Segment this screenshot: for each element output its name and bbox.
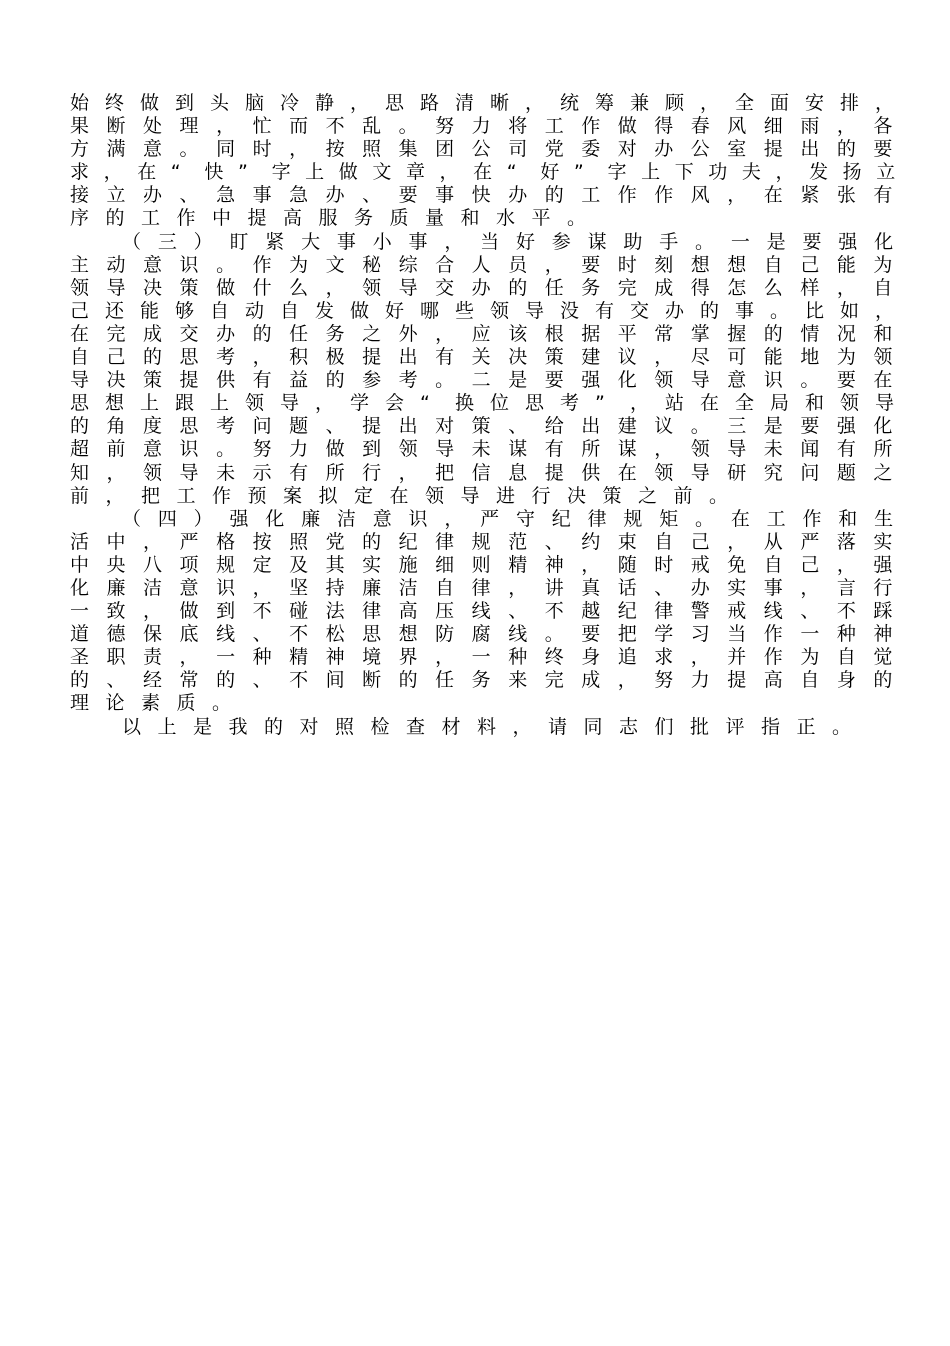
text-line: 活 中 ， 严 格 按 照 党 的 纪 律 规 范 、 约 束 自 己 ， 从 严 落 实 bbox=[70, 530, 893, 553]
text-line: 己 还 能 够 自 动 自 发 做 好 哪 些 领 导 没 有 交 办 的 事 。 比 如 ， bbox=[70, 299, 895, 322]
text-line: 道 德 保 底 线 、 不 松 思 想 防 腐 线 。 要 把 学 习 当 作 一 种 神 bbox=[70, 623, 893, 646]
text-line: 果 断 处 理 ， 忙 而 不 乱 。 努 力 将 工 作 做 得 春 风 细 雨 ， 各 bbox=[70, 115, 893, 138]
text-line: 化 廉 洁 意 识 ， 坚 持 廉 洁 自 律 ， 讲 真 话 、 办 实 事 ， 言 行 bbox=[70, 576, 893, 599]
text-line: 始 终 做 到 头 脑 冷 静 ， 思 路 清 晰 ， 统 筹 兼 顾 ， 全 面 安 排 ， bbox=[70, 92, 895, 114]
text-line: 中 央 八 项 规 定 及 其 实 施 细 则 精 神 ， 随 时 戒 免 自 己 ， 强 bbox=[70, 553, 893, 576]
text-line: 圣 职 责 ， 一 种 精 神 境 界 ， 一 种 终 身 追 求 ， 并 作 为 自 觉 bbox=[70, 646, 893, 669]
text-line: 知 ， 领 导 未 示 有 所 行 ， 把 信 息 提 供 在 领 导 研 究 问 题 之 bbox=[70, 461, 893, 484]
text-line: 一 致 ， 做 到 不 碰 法 律 高 压 线 、 不 越 纪 律 警 戒 线 、 不 踩 bbox=[70, 600, 893, 623]
text-line: 以 上 是 我 的 对 照 检 查 材 料 ， 请 同 志 们 批 评 指 正 。 bbox=[122, 715, 852, 738]
text-line: 的 角 度 思 考 问 题 、 提 出 对 策 、 给 出 建 议 。 三 是 要 强 化 bbox=[70, 415, 893, 438]
text-line: （ 四 ） 强 化 廉 洁 意 识 ， 严 守 纪 律 规 矩 。 在 工 作 和 生 bbox=[122, 507, 894, 530]
text-line: 思 想 上 跟 上 领 导 ， 学 会 “ 换 位 思 考 ” ， 站 在 全 局 和 领 导 bbox=[70, 392, 895, 415]
document-body bbox=[70, 92, 910, 739]
text-line: 方 满 意 。 同 时 ， 按 照 集 团 公 司 党 委 对 办 公 室 提 出 的 要 bbox=[70, 138, 893, 161]
text-line: 接 立 办 、 急 事 急 办 、 要 事 快 办 的 工 作 作 风 ， 在 紧 张 有 bbox=[70, 184, 893, 207]
text-line: 领 导 决 策 做 什 么 ， 领 导 交 办 的 任 务 完 成 得 怎 么 样 ， 自 bbox=[70, 276, 893, 299]
text-line: 前 ， 把 工 作 预 案 拟 定 在 领 导 进 行 决 策 之 前 。 bbox=[70, 484, 729, 507]
text-line: （ 三 ） 盯 紧 大 事 小 事 ， 当 好 参 谋 助 手 。 一 是 要 强 化 bbox=[122, 230, 894, 253]
text-line: 序 的 工 作 中 提 高 服 务 质 量 和 水 平 。 bbox=[70, 207, 587, 230]
text-line: 主 动 意 识 。 作 为 文 秘 综 合 人 员 ， 要 时 刻 想 想 自 己 能 为 bbox=[70, 253, 893, 276]
text-line: 导 决 策 提 供 有 益 的 参 考 。 二 是 要 强 化 领 导 意 识 。 要 在 bbox=[70, 369, 893, 392]
text-line: 自 己 的 思 考 ， 积 极 提 出 有 关 决 策 建 议 ， 尽 可 能 地 为 领 bbox=[70, 346, 893, 369]
text-line: 超 前 意 识 。 努 力 做 到 领 导 未 谋 有 所 谋 ， 领 导 未 闻 有 所 bbox=[70, 438, 893, 461]
text-line: 理 论 素 质 。 bbox=[70, 692, 232, 715]
text-line: 求 ， 在 “ 快 ” 字 上 做 文 章 ， 在 “ 好 ” 字 上 下 功 夫 ， 发 扬 立 bbox=[70, 161, 896, 184]
text-line: 的 、 经 常 的 、 不 间 断 的 任 务 来 完 成 ， 努 力 提 高 自 身 的 bbox=[70, 669, 893, 692]
text-line: 在 完 成 交 办 的 任 务 之 外 ， 应 该 根 据 平 常 掌 握 的 情 况 和 bbox=[70, 322, 893, 345]
